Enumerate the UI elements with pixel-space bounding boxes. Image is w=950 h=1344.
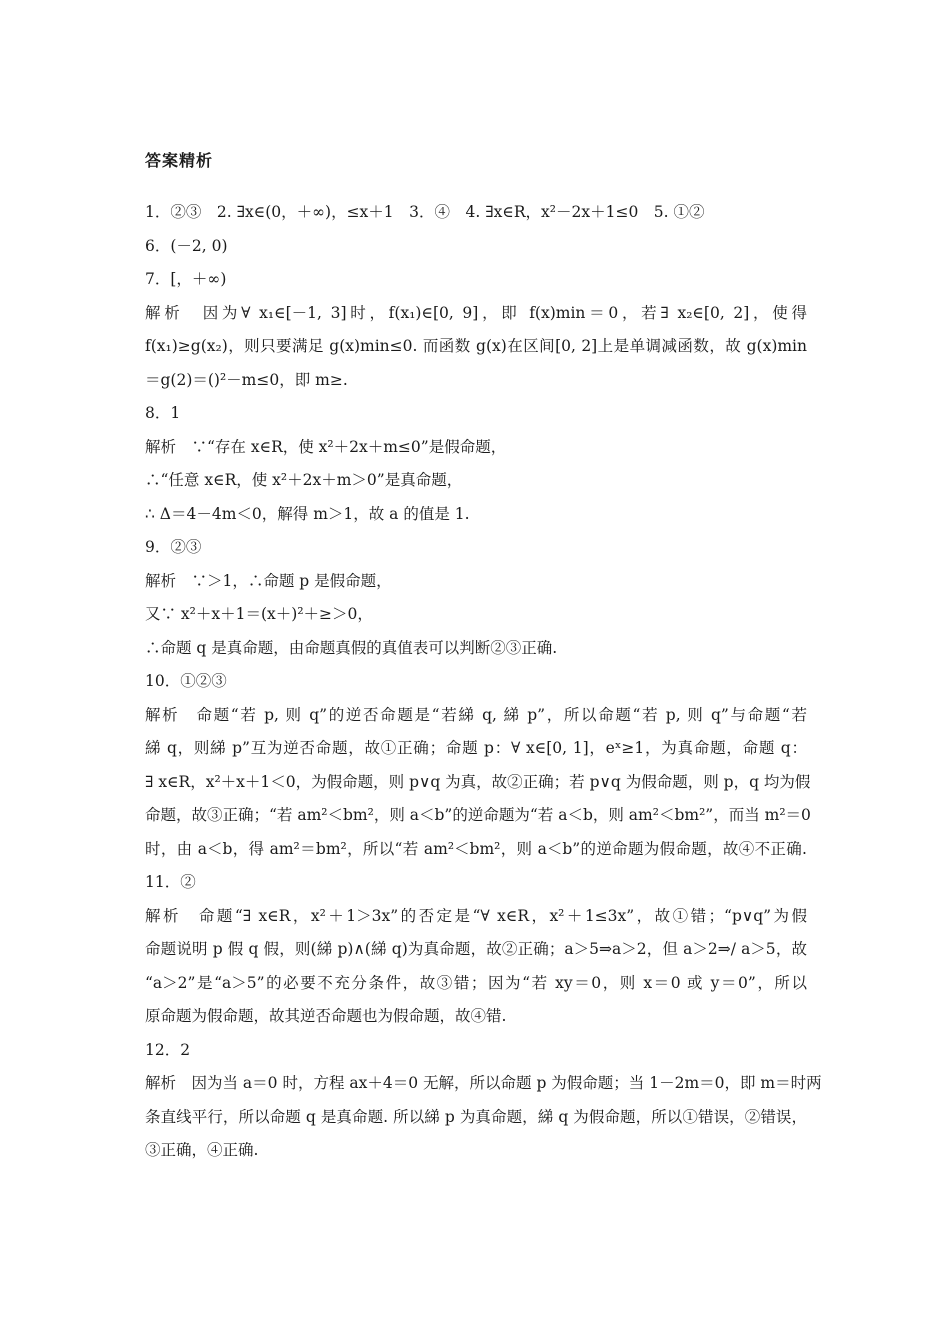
answer-line: 原命题为假命题，故其逆否命题也为假命题，故④错. <box>145 1007 507 1025</box>
answer-line: 解析 因为当 a＝0 时，方程 ax＋4＝0 无解，所以命题 p 为假命题；当 1－2m＝0，即 m＝时两 <box>145 1074 822 1092</box>
answer-line: 6．(－2, 0) <box>145 236 228 255</box>
answer-line: f(x₁)≥g(x₂)，则只要满足 g(x)min≤0. 而函数 g(x)在区间[0, 2]上是单调减函数，故 g(x)min <box>145 337 807 355</box>
answer-body <box>145 196 822 1168</box>
answer-line: 解析 ∵“存在 x∈R，使 x²＋2x＋m≤0”是假命题， <box>145 437 507 456</box>
answer-line: 解析 命题“若 p, 则 q”的逆否命题是“若綈 q, 綈 p”，所以命题“若 p, 则 q”与命题“若 <box>145 705 807 724</box>
answer-line: 9．②③ <box>145 538 202 556</box>
answer-line: 8．1 <box>145 404 181 422</box>
answer-line: 10．①②③ <box>145 672 227 690</box>
answer-line: ③正确，④正确. <box>145 1141 259 1159</box>
answer-line: ∴“任意 x∈R，使 x²＋2x＋m＞0”是真命题， <box>145 471 463 489</box>
answer-line: 时，由 a＜b，得 am²＝bm²，所以“若 am²＜bm²，则 a＜b”的逆命题为假命题，故④不正确. <box>145 839 807 858</box>
answer-line: 12．2 <box>145 1040 191 1059</box>
answer-line: 7．[，＋∞) <box>145 270 227 288</box>
answer-line: “a＞2”是“a＞5”的必要不充分条件，故③错；因为“若 xy＝0，则 x＝0 或 y＝0”，所以 <box>145 973 807 992</box>
answer-line: ∴ Δ＝4－4m＜0，解得 m＞1，故 a 的值是 1. <box>145 504 470 523</box>
answer-line: 命题说明 p 假 q 假，则(綈 p)∧(綈 q)为真命题，故②正确；a＞5⇒a＞2，但 a＞2⇒/ a＞5，故 <box>145 940 807 958</box>
answer-line: ＝g(2)＝()²－m≤0，即 m≥. <box>145 370 348 389</box>
answer-line: ∃ x∈R，x²＋x＋1＜0，为假命题，则 p∨q 为真，故②正确；若 p∨q 为假命题，则 p，q 均为假 <box>145 772 811 791</box>
answer-heading: 答案精析 <box>145 151 214 170</box>
answer-line: ∴命题 q 是真命题，由命题真假的真值表可以判断②③正确. <box>145 638 558 657</box>
answer-line: 解析 因为∀ x₁∈[－1, 3]时，f(x₁)∈[0, 9]，即 f(x)min＝0，若∃ x₂∈[0, 2]，使得 <box>145 303 807 322</box>
answer-line: 解析 ∵＞1，∴命题 p 是假命题， <box>145 571 392 590</box>
answer-line: 命题，故③正确；“若 am²＜bm²，则 a＜b”的逆命题为“若 a＜b，则 am²＜bm²”，而当 m²＝0 <box>145 806 811 824</box>
answer-line: 11．② <box>145 873 196 891</box>
answer-line: 綈 q，则綈 p”互为逆否命题，故①正确；命题 p：∀ x∈[0, 1]，eˣ≥1，为真命题，命题 q： <box>145 739 807 757</box>
answer-line: 又∵ x²＋x＋1＝(x＋)²＋≥＞0， <box>145 605 373 623</box>
answer-line: 1．②③ 2. ∃x∈(0，＋∞)，≤x＋1 3．④ 4. ∃x∈R，x²－2x＋1≤0 5. ①② <box>145 203 705 221</box>
answer-line: 解析 命题“∃ x∈R，x²＋1＞3x”的否定是“∀ x∈R，x²＋1≤3x”，故①错；“p∨q”为假 <box>145 906 807 925</box>
answer-line: 条直线平行，所以命题 q 是真命题. 所以綈 p 为真命题，綈 q 为假命题，所以①错误，②错误， <box>145 1107 807 1126</box>
